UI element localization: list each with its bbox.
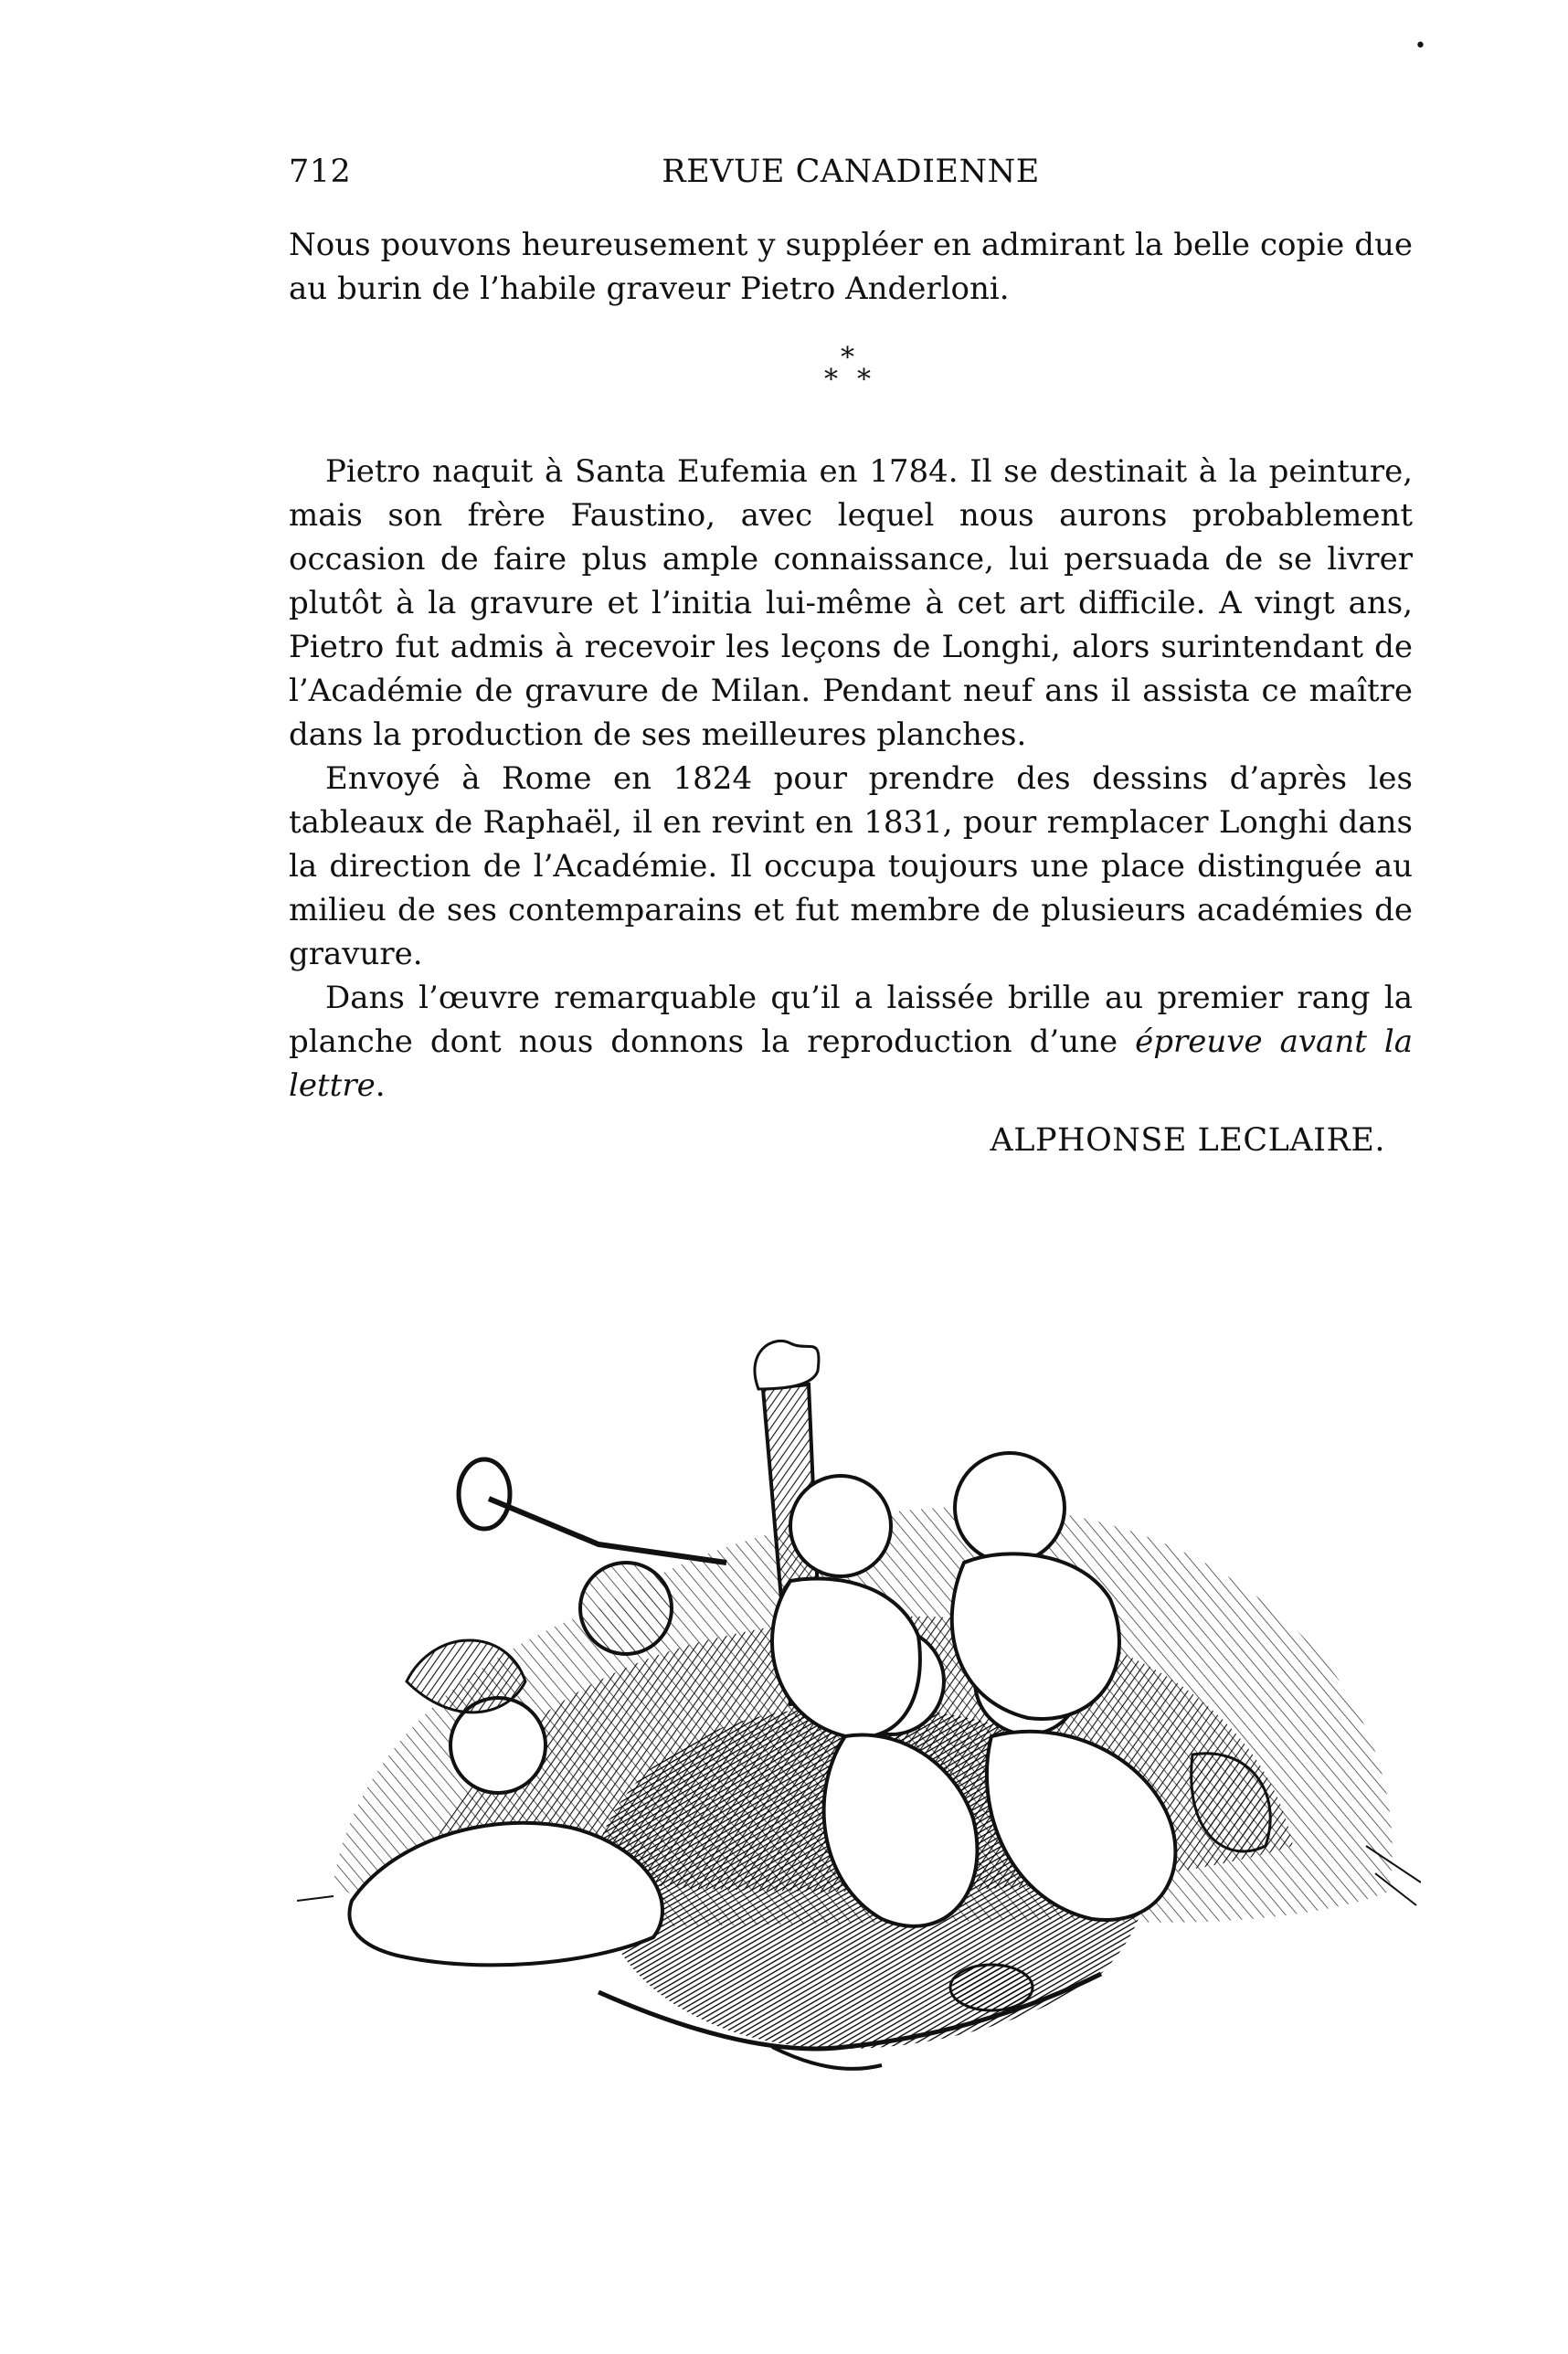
asterism-star: * [824,364,838,396]
ink-speck: • [1414,35,1426,58]
paragraph-3: Envoyé à Rome en 1824 pour prendre des dessins d’après les tableaux de Raphaël, il en revint en 1831, pour remplacer Longhi dans la direction de l’Académie. Il occupa toujours une place distinguée au milieu de ses contemparains et fut membre de plusieurs académies de gravure. [289,760,1413,972]
engraving-of-cherubs-icon [297,1334,1421,2084]
page-number: 712 [289,154,352,190]
paragraph-1: Nous pouvons heureusement y suppléer en admirant la belle copie due au burin de l’habile graveur Pietro Anderloni. [289,227,1413,307]
running-head: REVUE CANADIENNE [662,154,1040,190]
body-text [289,223,1413,1162]
paragraph-4-end: . [375,1067,386,1104]
asterism-divider [289,311,1413,450]
paragraph-4-italic: épreuve avant la lettre [289,1023,1413,1104]
asterism-star: * [841,342,854,374]
paragraph-4 [289,976,1413,1108]
asterism-star: * [857,364,871,396]
page-header [289,154,1413,196]
paragraph-2: Pietro naquit à Santa Eufemia en 1784. Il se destinait à la peinture, mais son frère Faustino, avec lequel nous aurons probablement occasion de faire plus ample connaissance, lui persuada de se livrer plutôt à la gravure et l’initia lui-même à cet art difficile. A vingt ans, Pietro fut admis à recevoir les leçons de Longhi, alors surintendant de l’Académie de gravure de Milan. Pendant neuf ans il assista ce maître dans la production de ses meilleures planches. [289,453,1413,753]
paragraph-4-text: Dans l’œuvre remarquable qu’il a laissée brille au premier rang la planche dont nous donnons la reproduction d’une [289,980,1413,1060]
author-signature: ALPHONSE LECLAIRE. [990,1122,1385,1159]
